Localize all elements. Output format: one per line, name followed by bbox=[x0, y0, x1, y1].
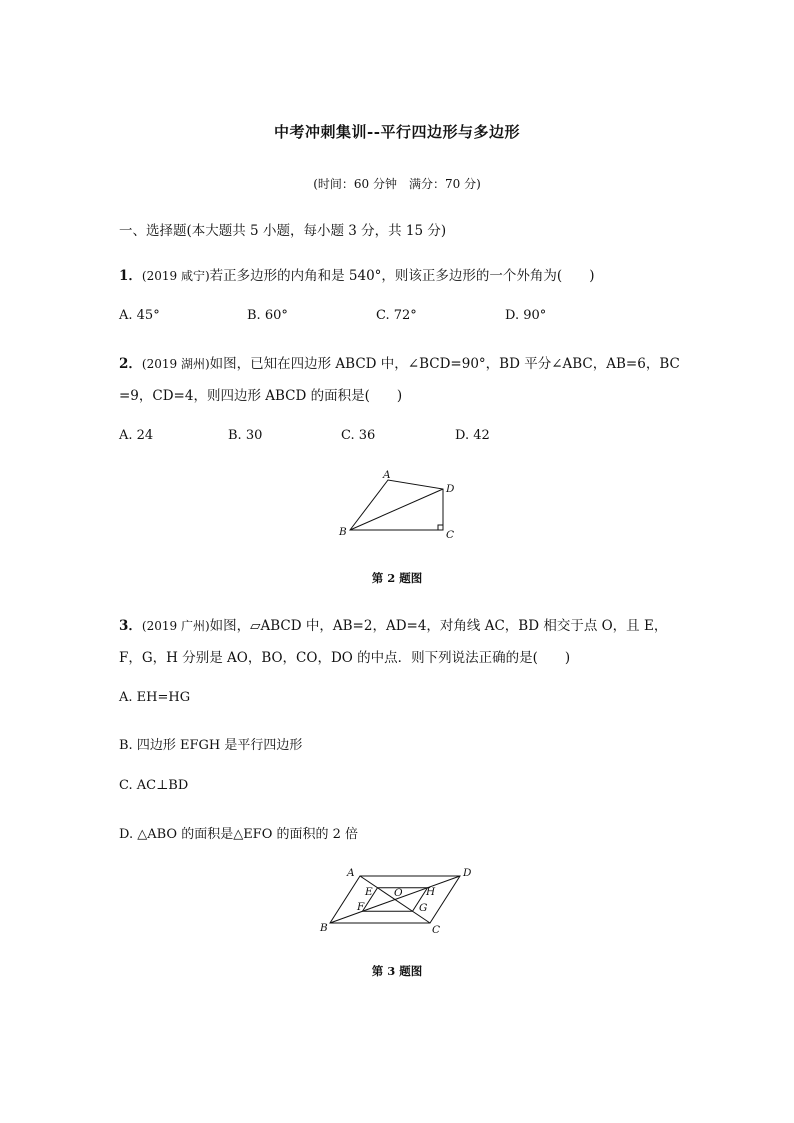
q3-option-c: C. AC⊥BD bbox=[119, 778, 189, 793]
question-text-line1: 如图，▱ABCD 中，AB=2，AD=4，对角线 AC，BD 相交于点 O，且 E， bbox=[209, 618, 668, 634]
question-source: (2019 咸宁) bbox=[141, 269, 210, 283]
figure-2-caption: 第 2 题图 bbox=[371, 571, 423, 585]
q2-option-c: C. 36 bbox=[341, 428, 376, 443]
question-source: (2019 湖州) bbox=[141, 357, 210, 371]
figure-2-quadrilateral bbox=[330, 468, 470, 548]
figure-3-parallelogram bbox=[315, 860, 480, 942]
question-number: 3． bbox=[119, 618, 142, 634]
label-g: G bbox=[419, 902, 428, 914]
label-h: H bbox=[426, 886, 436, 898]
question-3-line2: F，G，H 分别是 AO，BO，CO，DO 的中点．则下列说法正确的是( ) bbox=[119, 650, 571, 666]
q3-option-a: A. EH=HG bbox=[119, 690, 191, 705]
label-d: D bbox=[446, 483, 455, 495]
label-e: E bbox=[365, 886, 373, 898]
q3-option-b: B. 四边形 EFGH 是平行四边形 bbox=[119, 738, 303, 753]
q1-option-c: C. 72° bbox=[376, 308, 417, 323]
q1-option-b: B. 60° bbox=[247, 308, 288, 323]
label-f: F bbox=[357, 901, 365, 913]
label-c: C bbox=[446, 529, 455, 541]
q2-option-b: B. 30 bbox=[228, 428, 263, 443]
label-a: A bbox=[383, 469, 391, 481]
label-d: D bbox=[463, 867, 472, 879]
page-title: 中考冲刺集训--平行四边形与多边形 bbox=[274, 123, 520, 141]
question-1 bbox=[119, 264, 594, 284]
exam-info: (时间：60 分钟 满分：70 分) bbox=[313, 177, 481, 191]
question-number: 2． bbox=[119, 356, 142, 372]
question-text-line1: 如图，已知在四边形 ABCD 中，∠BCD=90°，BD 平分∠ABC，AB=6，BC bbox=[209, 356, 680, 372]
question-number: 1． bbox=[119, 268, 142, 284]
label-b: B bbox=[320, 922, 328, 934]
q1-option-a: A. 45° bbox=[119, 308, 160, 323]
question-text: 若正多边形的内角和是 540°，则该正多边形的一个外角为( ) bbox=[209, 268, 595, 284]
question-3 bbox=[119, 614, 667, 634]
label-a: A bbox=[347, 867, 355, 879]
q2-option-a: A. 24 bbox=[119, 428, 154, 443]
section-heading: 一、选择题(本大题共 5 小题，每小题 3 分，共 15 分) bbox=[119, 223, 447, 239]
label-o: O bbox=[394, 887, 403, 899]
q1-option-d: D. 90° bbox=[505, 308, 547, 323]
q2-option-d: D. 42 bbox=[455, 428, 490, 443]
q3-option-d: D. △ABO 的面积是△EFO 的面积的 2 倍 bbox=[119, 827, 359, 842]
label-b: B bbox=[339, 526, 347, 538]
label-c: C bbox=[432, 924, 441, 936]
figure-3-caption: 第 3 题图 bbox=[371, 964, 423, 978]
question-source: (2019 广州) bbox=[141, 619, 210, 633]
question-2 bbox=[119, 352, 680, 372]
question-2-line2: =9，CD=4，则四边形 ABCD 的面积是( ) bbox=[119, 388, 403, 404]
